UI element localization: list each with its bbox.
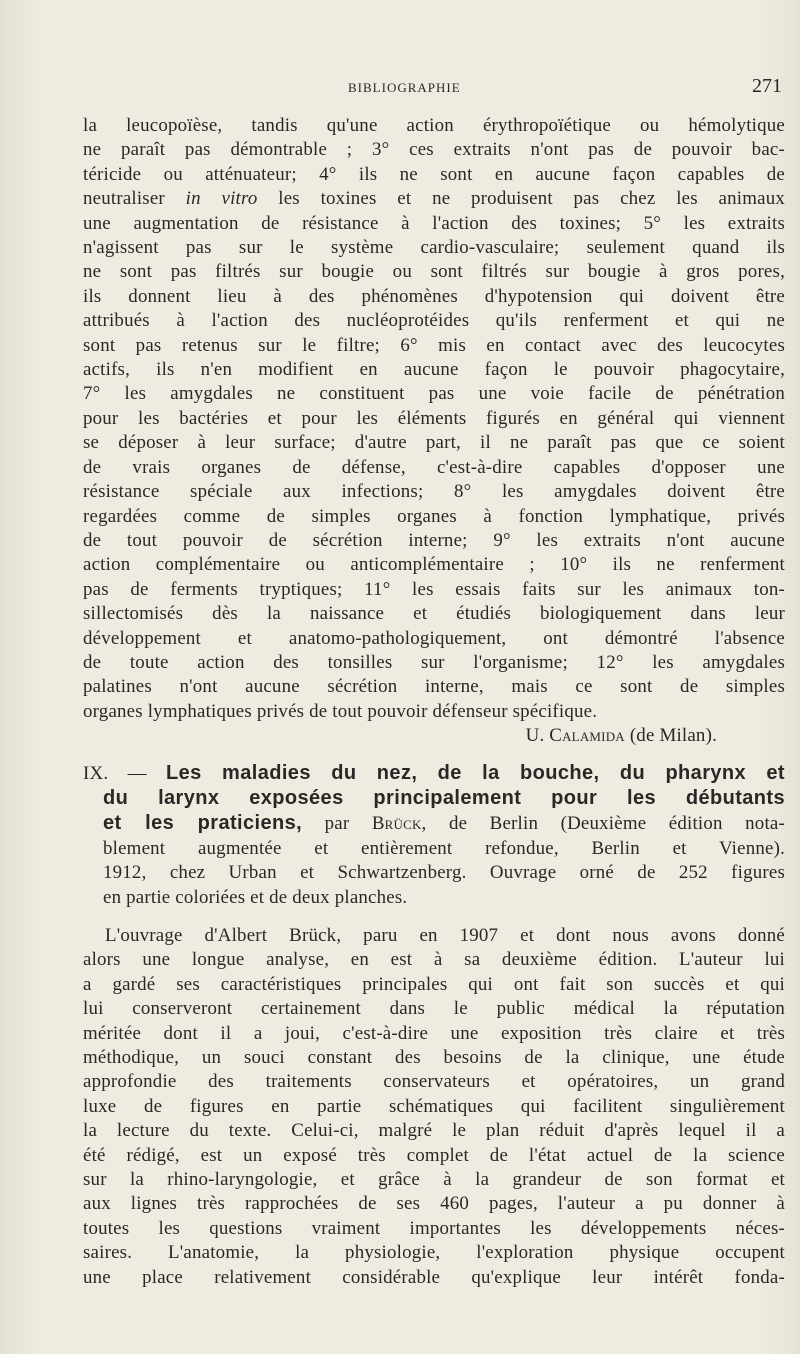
text-line: sur la rhino-laryngologie, et grâce à la grandeur de son format et [83,1169,785,1191]
bibliography-entry [83,761,785,910]
entry-title: Les maladies du nez, de la bouche, du pharynx et [166,761,785,784]
text-line: actifs, ils n'en modifient en aucune façon le pouvoir phagocytaire, [83,359,785,381]
text-line: L'ouvrage d'Albert Brück, paru en 1907 et dont nous avons donné [105,925,785,946]
text-line: palatines n'ont aucune sécrétion interne, mais ce sont de simples [83,676,785,698]
text-line: pas de ferments tryptiques; 11° les essais faits sur les animaux ton- [83,578,785,600]
text-line: 7° les amygdales ne constituent pas une voie facile de pénétration [83,383,785,405]
signature-place: (de Milan). [624,725,717,747]
page-header [86,75,796,102]
text-line: de toute action des tonsilles sur l'organisme; 12° les amygdales [83,651,785,673]
text-line: se déposer à leur surface; d'autre part, il ne paraît pas que ce soient [83,432,785,454]
text-segment: neutraliser [83,188,186,210]
text-line: action complémentaire ou anticomplémentaire ; 10° ils ne renferment [83,554,785,576]
previous-review-text [83,114,785,749]
text-line: n'agissent pas sur le système cardio-vasculaire; seulement quand ils [83,237,785,259]
text-line: développement et anatomo-pathologiquement, ont démontré l'absence [83,627,785,649]
text-segment: les toxines et ne produisent pas chez les animaux [257,188,785,210]
text-line: de tout pouvoir de sécrétion interne; 9° les extraits n'ont aucune [83,529,785,551]
text-line: regardées comme de simples organes à fonction lymphatique, privés [83,505,785,527]
entry-title: du larynx exposées principalement pour les débutants [103,786,785,809]
signature-author: U. Calamida [525,725,625,747]
text-line: ils donnent lieu à des phénomènes d'hypotension qui doivent être [83,285,785,307]
page-number: 271 [752,75,782,97]
italic-phrase: in vitro [185,188,258,210]
entry-details-line: en partie coloriées et de deux planches. [103,886,408,908]
text-line: lui conserveront certainement dans le public médical la réputation [83,998,785,1020]
text-line: saires. L'anatomie, la physiologie, l'exploration physique occupent [83,1242,785,1264]
text-line: été rédigé, est un exposé très complet de l'état actuel de la science [83,1144,785,1166]
text-line: méritée dont il a joui, c'est-à-dire une exposition très claire et très [83,1022,785,1044]
text-line: sont pas retenus sur le filtre; 6° mis en contact avec des leucocytes [83,334,785,356]
entry-details-line: blement augmentée et entièrement refondue, Berlin et Vienne). [103,837,785,859]
text-line: la leucopoïèse, tandis qu'une action érythropoïétique ou hémolytique [83,115,785,136]
text-line: toutes les questions vraiment importantes les développements néces- [83,1217,785,1239]
text-line: la lecture du texte. Celui-ci, malgré le plan réduit d'après lequel il a [83,1120,785,1142]
text-line: méthodique, un souci constant des besoins de la clinique, une étude [83,1047,785,1069]
entry-title: et les praticiens, [103,812,303,835]
text-line: a gardé ses caractéristiques principales qui ont fait son succès et qui [83,973,785,995]
entry-title-line [83,761,785,786]
text-segment: par [302,813,372,835]
text-line: une augmentation de résistance à l'action des toxines; 5° les extraits [83,212,785,234]
text-line: pour les bactéries et pour les éléments figurés en général qui viennent [83,407,785,429]
entry-number: IX. — [83,762,167,784]
text-line: de vrais organes de défense, c'est-à-dire capables d'opposer une [83,456,785,478]
text-line: sillectomisés dès la naissance et étudiés biologiquement dans leur [83,603,785,625]
text-line: résistance spéciale aux infections; 8° les amygdales doivent être [83,481,785,503]
text-segment: , de Berlin (Deuxième édition nota- [421,813,785,835]
text-line: aux lignes très rapprochées de ses 460 pages, l'auteur a pu donner à [83,1193,785,1215]
text-line [83,187,785,211]
text-line: alors une longue analyse, en est à sa deuxième édition. L'auteur lui [83,949,785,971]
entry-title-line [103,786,785,811]
text-line: téricide ou atténuateur; 4° ils ne sont en aucune façon capables de [83,163,785,185]
running-title: BIBLIOGRAPHIE [348,80,461,95]
text-line: approfondie des traitements conservateurs et opératoires, un grand [83,1071,785,1093]
review-signature [83,724,785,748]
text-line: attribués à l'action des nucléoprotéides qu'ils renferment et qui ne [83,310,785,332]
entry-details-line: 1912, chez Urban et Schwartzenberg. Ouvrage orné de 252 figures [103,862,785,884]
page-body [83,114,785,1290]
entry-title-line [103,811,785,836]
entry-author: Brück [371,813,422,835]
text-line: ne sont pas filtrés sur bougie ou sont filtrés sur bougie à gros pores, [83,261,785,283]
text-line: organes lymphatiques privés de tout pouvoir défenseur spécifique. [83,700,598,722]
text-line: luxe de figures en partie schématiques qui facilitent singulièrement [83,1095,785,1117]
entry-block [83,761,785,910]
text-line: ne paraît pas démontrable ; 3° ces extraits n'ont pas de pouvoir bac- [83,139,785,161]
text-line: une place relativement considérable qu'explique leur intérêt fonda- [83,1266,785,1288]
review-text [83,924,785,1290]
